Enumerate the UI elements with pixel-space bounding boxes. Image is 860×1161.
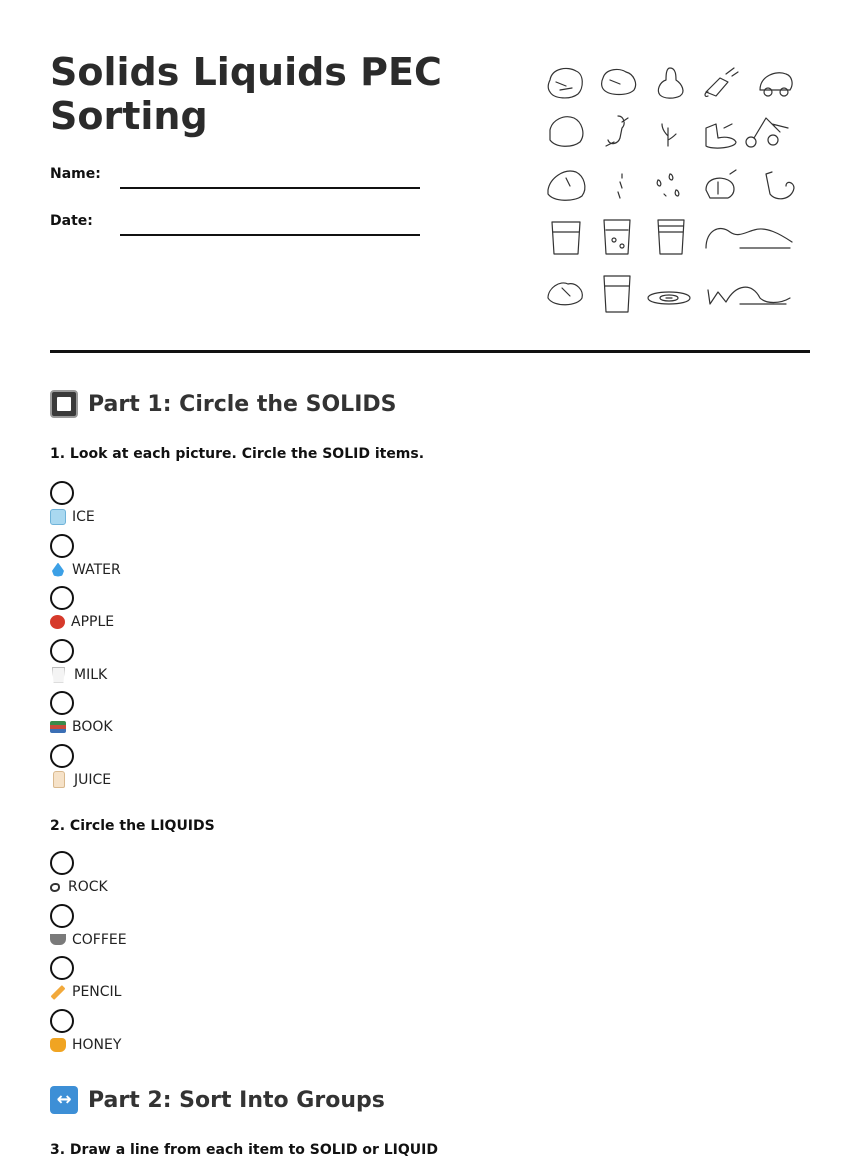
item-label-text: BOOK (72, 719, 113, 735)
droplets-clipart-icon (657, 174, 679, 196)
item-label-text: HONEY (72, 1036, 122, 1053)
honey-pot-icon (50, 1038, 66, 1052)
item-label (50, 508, 95, 526)
juice-bottle-icon (53, 771, 65, 788)
item-label-text: APPLE (71, 614, 115, 630)
white-square-button-icon (50, 390, 78, 418)
pencil-icon (51, 985, 66, 1000)
left-right-arrow-icon: ↔ (50, 1086, 78, 1114)
item-label-text: ROCK (68, 879, 108, 895)
item-label (50, 878, 108, 896)
fizzy-glass-clipart-icon (604, 220, 630, 254)
wave-clipart-icon (706, 229, 792, 248)
toy-car-clipart-icon (760, 73, 792, 96)
stone-clipart-icon (602, 70, 636, 95)
water-glass-clipart-icon (552, 222, 580, 254)
item-label-text: ICE (72, 509, 95, 525)
plug-clipart-icon (606, 116, 628, 146)
item-label (50, 983, 121, 1001)
wavy-liquid-clipart-icon (708, 287, 790, 304)
full-glass-clipart-icon (658, 220, 684, 254)
hook-clipart-icon (766, 172, 794, 199)
ice-cube-icon (50, 509, 66, 525)
item-label (50, 931, 127, 949)
tall-glass-clipart-icon (604, 276, 630, 312)
item-label (50, 613, 114, 631)
water-drops-clipart-icon (618, 174, 622, 198)
name-line[interactable] (120, 187, 420, 189)
cup-spill-clipart-icon (706, 124, 736, 148)
answer-circle[interactable] (50, 851, 74, 875)
item-label-text: COFFEE (72, 931, 127, 948)
item-label-text: WATER (72, 561, 121, 578)
water-drop-icon (52, 563, 64, 577)
sprout-clipart-icon (662, 124, 676, 146)
milk-glass-icon (52, 667, 65, 683)
worksheet-title: Solids Liquids PEC Sorting (50, 50, 442, 138)
date-label: Date: (50, 213, 93, 229)
date-line[interactable] (120, 234, 420, 236)
solids-liquids-clipart (540, 62, 800, 317)
pear-clipart-icon (658, 68, 683, 98)
answer-circle[interactable] (50, 744, 74, 768)
tap-clipart-icon (705, 68, 738, 96)
answer-circle[interactable] (50, 481, 74, 505)
item-label (50, 771, 111, 789)
large-rock-clipart-icon (548, 171, 585, 200)
pebble-clipart-icon (548, 283, 582, 305)
part2-heading (50, 1085, 385, 1115)
answer-circle[interactable] (50, 1009, 74, 1033)
scissors-clipart-icon (746, 118, 788, 147)
item-label-text: JUICE (74, 771, 112, 788)
answer-circle[interactable] (50, 586, 74, 610)
vacuum-clipart-icon (706, 170, 736, 198)
apple-icon (50, 615, 65, 629)
answer-circle[interactable] (50, 691, 74, 715)
item-label (50, 561, 121, 579)
answer-circle[interactable] (50, 904, 74, 928)
section-divider (50, 350, 810, 353)
part1-heading (50, 389, 396, 419)
question-1: 1. Look at each picture. Circle the SOLID items. (50, 446, 425, 462)
boulder-clipart-icon (550, 117, 583, 147)
question-3: 3. Draw a line from each item to SOLID or LIQUID (50, 1142, 438, 1158)
coffee-icon (50, 934, 66, 945)
item-label (50, 718, 113, 736)
item-label-text: PENCIL (72, 984, 122, 1000)
item-label-text: MILK (74, 666, 108, 683)
question-2: 2. Circle the LIQUIDS (50, 818, 215, 834)
answer-circle[interactable] (50, 639, 74, 663)
rock-clipart-icon (548, 68, 582, 97)
rock-icon (50, 883, 60, 892)
part2-heading-text: Part 2: Sort Into Groups (88, 1087, 385, 1113)
name-label: Name: (50, 166, 101, 182)
item-label (50, 1036, 121, 1054)
puddle-clipart-icon (648, 292, 690, 304)
part1-heading-text: Part 1: Circle the SOLIDS (88, 391, 397, 417)
item-label (50, 666, 107, 684)
answer-circle[interactable] (50, 956, 74, 980)
answer-circle[interactable] (50, 534, 74, 558)
books-icon (50, 721, 66, 733)
